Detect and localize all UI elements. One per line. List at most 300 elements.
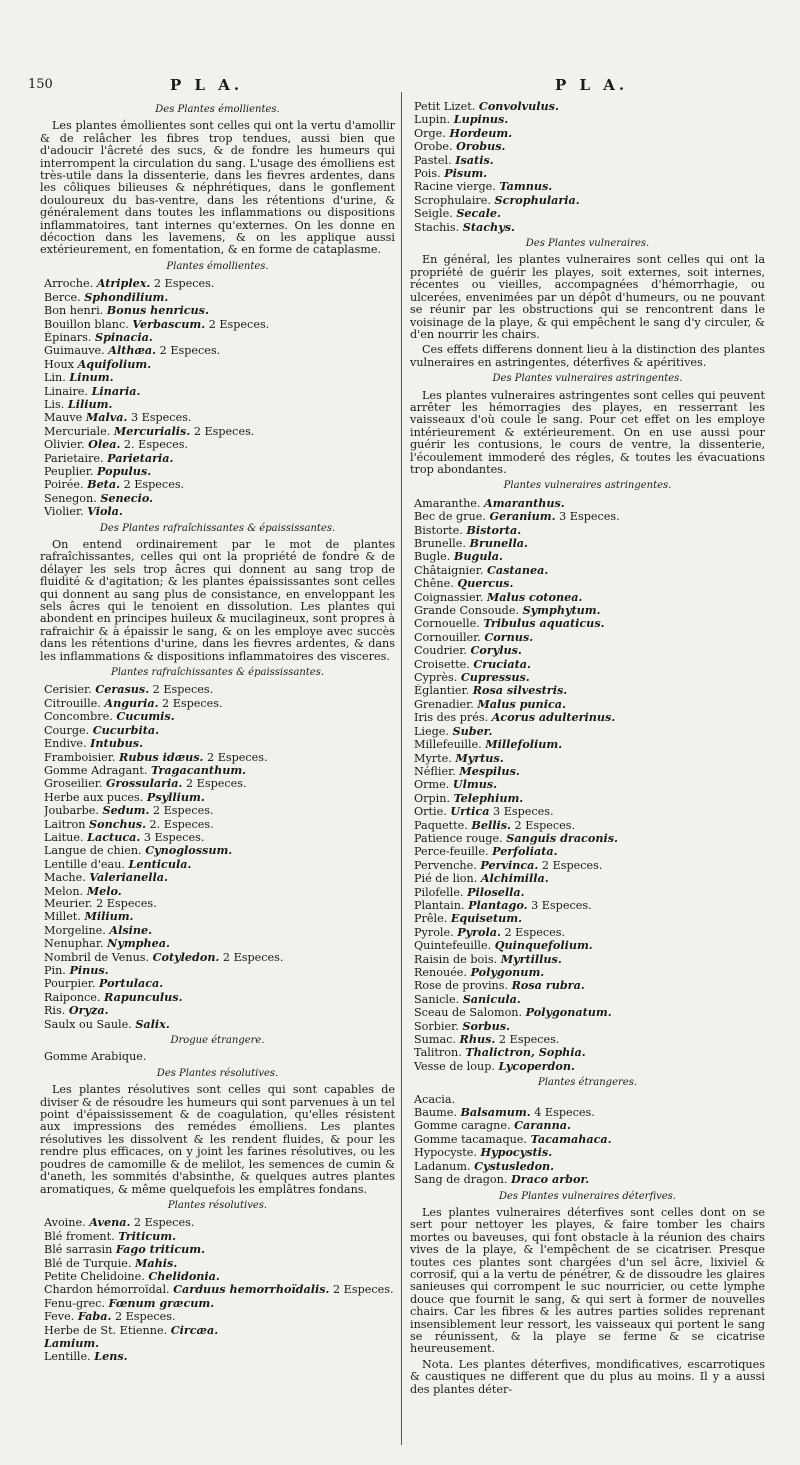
plant-entry — [414, 1173, 765, 1186]
plant-name: Violier. — [44, 505, 84, 519]
latin-name: Polygonum. — [470, 966, 545, 979]
latin-name: Salix. — [135, 1017, 170, 1031]
plant-name: Orge. — [414, 126, 446, 140]
latin-name: Aquifolium. — [77, 357, 152, 371]
plant-name: Meurier. — [44, 897, 93, 910]
section-title: Des Plantes vulneraires. — [525, 238, 650, 250]
plant-entry — [414, 966, 765, 979]
plant-name: Cerisier. — [44, 683, 92, 697]
latin-name: Grossularia. — [105, 777, 183, 791]
plant-name: Baume. — [414, 1106, 457, 1120]
latin-name: Myrtus. — [455, 751, 504, 765]
latin-name: Symphytum. — [522, 604, 601, 618]
plant-name: Herbe aux puces. — [44, 790, 144, 804]
plant-name: Églantier. — [414, 684, 470, 698]
plant-name: Poirée. — [44, 478, 84, 492]
species-count: 2 Especes. — [208, 317, 270, 331]
plant-entry — [414, 886, 765, 899]
plant-entry — [414, 819, 765, 832]
latin-name: Malus punica. — [477, 697, 566, 711]
latin-name: Bonus henricus. — [106, 304, 209, 318]
latin-name: Spinacia. — [95, 330, 153, 344]
plant-name: Lis. — [44, 397, 65, 411]
latin-name: Valerianella. — [89, 871, 168, 885]
section-title: Plantes étrangeres. — [537, 1077, 638, 1089]
latin-name: Beta. — [87, 478, 120, 492]
plant-list — [44, 1216, 395, 1363]
latin-name: Cotyledon. — [152, 950, 220, 964]
latin-name: Rosa rubra. — [511, 979, 585, 993]
plant-name: Ris. — [44, 1004, 66, 1018]
plant-name: Coudrier. — [414, 644, 467, 658]
section-title: Des Plantes vulneraires astringentes. — [492, 373, 683, 385]
plant-name: Orobe. — [414, 140, 453, 154]
plant-name: Framboisier. — [44, 750, 116, 764]
plant-entry — [44, 885, 395, 898]
plant-name: Joubarbe. — [44, 804, 99, 818]
plant-name: Laitue. — [44, 830, 84, 844]
plant-entry — [44, 505, 395, 518]
species-count: 2 Especes. — [159, 344, 221, 358]
species-count: 2. Especes. — [149, 817, 214, 831]
species-count: 3 Especes. — [493, 805, 554, 819]
plant-name: Blé froment. — [44, 1229, 115, 1243]
latin-name: Corylus. — [470, 644, 522, 658]
latin-name: Plantago. — [468, 898, 528, 912]
page-number: 150 — [28, 77, 53, 92]
latin-name: Sorbus. — [462, 1019, 510, 1033]
plant-entry — [44, 358, 395, 371]
plant-name: Myrte. — [414, 751, 452, 765]
plant-name: Bon henri. — [44, 304, 104, 318]
plant-name: Sceau de Salomon. — [414, 1006, 523, 1020]
plant-entry — [414, 725, 765, 738]
latin-name: Fœnum græcum. — [108, 1296, 215, 1310]
plant-name: Liege. — [414, 724, 449, 738]
species-count: 4 Especes. — [534, 1106, 595, 1120]
latin-name: Sphondilium. — [84, 290, 169, 304]
plant-name: Quintefeuille. — [414, 939, 492, 953]
plant-name: Stachis. — [414, 220, 460, 234]
latin-name: Malus cotonea. — [486, 590, 583, 604]
species-count: 2 Especes. — [114, 1310, 176, 1324]
plant-entry — [414, 765, 765, 778]
left-column — [40, 100, 395, 1366]
plant-name: Scrophulaire. — [414, 193, 491, 207]
latin-name: Pilosella. — [467, 885, 525, 899]
latin-name: Viola. — [87, 505, 123, 519]
latin-name: Cruciata. — [473, 657, 531, 671]
latin-name: Balsamum. — [460, 1106, 531, 1120]
plant-name: Mauve — [44, 411, 83, 425]
plant-name: Chêne. — [414, 577, 454, 591]
latin-name: Pyrola. — [457, 925, 501, 939]
plant-name: Pois. — [414, 167, 441, 181]
plant-name: Lentille d'eau. — [44, 857, 125, 871]
species-count: 2 Especes. — [222, 950, 284, 964]
section-title: Plantes rafraîchissantes & épaississantes. — [110, 667, 325, 679]
latin-name: Stachys. — [462, 220, 515, 234]
plant-entry — [414, 926, 765, 939]
plant-name: Avoine. — [44, 1216, 86, 1230]
latin-name: Scrophularia. — [494, 193, 580, 207]
plant-entry — [414, 207, 765, 220]
latin-name: Tragacanthum. — [150, 763, 247, 777]
plant-name: Concombre. — [44, 710, 113, 724]
latin-name: Linum. — [69, 371, 114, 385]
plant-name: Olivier. — [44, 438, 85, 452]
latin-name: Myrtillus. — [500, 952, 562, 966]
plant-entry — [44, 1324, 395, 1337]
plant-entry — [44, 344, 395, 357]
latin-name: Amaranthus. — [484, 496, 565, 510]
latin-name: Lilium. — [67, 397, 113, 411]
latin-name: Polygonatum. — [525, 1006, 612, 1020]
plant-entry — [44, 844, 395, 857]
plant-entry — [414, 577, 765, 590]
plant-entry — [414, 497, 765, 510]
latin-name: Convolvulus. — [478, 100, 559, 113]
plant-name: Raisin de bois. — [414, 952, 498, 966]
latin-name: Alchimilla. — [480, 872, 549, 886]
latin-name: Carduus hemorrhoïdalis. — [173, 1283, 330, 1297]
plant-entry — [44, 697, 395, 710]
plant-entry — [44, 492, 395, 505]
section-title: Des Plantes rafraîchissantes & épaississantes. — [99, 522, 336, 534]
plant-name: Lupin. — [414, 113, 451, 127]
section-title: Plantes résolutives. — [167, 1199, 268, 1211]
latin-name: Anguria. — [104, 696, 159, 710]
plant-entry — [44, 791, 395, 804]
latin-name: Cystusledon. — [474, 1159, 555, 1173]
plant-entry — [414, 194, 765, 207]
species-count: 3 Especes. — [559, 510, 620, 524]
latin-name: Bellis. — [471, 818, 511, 832]
latin-name: Lamium. — [44, 1336, 100, 1350]
plant-entry — [414, 872, 765, 885]
latin-name: Lens. — [94, 1350, 128, 1364]
plant-entry — [44, 898, 395, 910]
plant-entry — [44, 371, 395, 384]
latin-name: Pinus. — [69, 964, 109, 977]
plant-name: Pervenche. — [414, 858, 477, 872]
latin-name: Althæa. — [108, 344, 157, 358]
plant-name: Lin. — [44, 371, 66, 385]
latin-name: Mespilus. — [459, 764, 520, 778]
species-count: 2 Especes. — [152, 804, 214, 818]
plant-name: Patience rouge. — [414, 831, 503, 845]
section-text: Les plantes vulneraires astringentes sont celles qui peuvent arrêter les hémorragies des playes, en resserrant les vaisseaux d'où coule le sang. Pour cet effet on les employe intérieurement & extérieurement. On en use aussi pour guérir les contusions, le cours de ventre, la dissenterie, l'écoulement immoderé des régles, & toutes les évacuations trop abondantes. — [410, 388, 765, 476]
latin-name: Sanguis draconis. — [506, 831, 618, 845]
plant-name: Berce. — [44, 290, 81, 304]
plant-entry — [414, 805, 765, 818]
running-head-right: P L A. — [555, 76, 629, 94]
plant-entry — [44, 1216, 395, 1229]
latin-name: Tribulus aquaticus. — [483, 617, 605, 631]
plant-name: Morgeline. — [44, 923, 106, 937]
plant-entry — [44, 764, 395, 777]
section-text: Les plantes vulneraires déterfives sont celles dont on se sert pour nettoyer les playes, & faire tomber les chairs mortes ou baveuses, qui font obstacle à la réunion des chairs vives de la playe, & l'empêchent de se cicatriser. Presque toutes ces plantes sont chargées d'un sel âcre, lixiviel & corrosif, qui a la vertu de pénétrer, & de dissoudre les glaires sanieuses qui corrompent le suc nourricier, ou cette lymphe douce que fournit le sang, & qui sert à former de nouvelles chairs. Car les fibres & les autres parties solides reprenant insensiblement leur ressort, les vaisseaux qui portent le sang se réunissent, & la playe se ferme & se cicatrise heureusement. — [410, 1205, 765, 1356]
plant-name: Petite Chelidoine. — [44, 1269, 145, 1283]
plant-entry — [414, 684, 765, 697]
latin-name: Geranium. — [489, 510, 556, 524]
plant-name: Gomme Adragant. — [44, 763, 148, 777]
latin-name: Draco arbor. — [511, 1173, 590, 1187]
latin-name: Sonchus. — [89, 817, 146, 831]
plant-name: Brunelle. — [414, 537, 466, 550]
plant-entry — [414, 698, 765, 711]
plant-name: Pourpier. — [44, 977, 96, 991]
plant-entry — [414, 221, 765, 234]
latin-name: Bugula. — [453, 550, 503, 564]
plant-name: Pyrole. — [414, 925, 454, 939]
section-title: Des Plantes émollientes. — [155, 104, 280, 115]
plant-entry — [414, 752, 765, 765]
plant-name: Sanicle. — [414, 992, 460, 1006]
plant-name: Citrouille. — [44, 696, 101, 710]
plant-name: Bec de grue. — [414, 510, 486, 524]
plant-name: Houx — [44, 357, 75, 371]
plant-name: Courge. — [44, 723, 90, 737]
plant-name: Saulx ou Saule. — [44, 1017, 132, 1031]
latin-name: Oryza. — [68, 1004, 109, 1018]
latin-name: Sedum. — [102, 804, 150, 818]
plant-name: Fenu-grec. — [44, 1296, 105, 1310]
plant-entry — [44, 398, 395, 411]
latin-name: Pervinca. — [480, 858, 539, 872]
plant-entry — [44, 1337, 395, 1350]
section-text: En général, les plantes vulneraires sont celles qui ont la propriété de guérir les playes, soit externes, soit internes, récentes ou vieilles, accompagnées d'hémorrhagie, ou ulcerées, envenimées par un dépôt d'humeurs, ou ne pouvant se réunir par les obstructions qui se rencontrent dans le voisinage de la playe, & qui empêchent le sang d'y circuler, & d'en nourrir les chairs. — [410, 253, 765, 341]
species-count: 2 Especes. — [133, 1216, 195, 1230]
plant-entry — [44, 1257, 395, 1270]
plant-entry — [414, 180, 765, 193]
plant-entry — [44, 1243, 395, 1256]
latin-name: Rhus. — [459, 1033, 496, 1047]
plant-entry — [414, 953, 765, 966]
latin-name: Cerasus. — [95, 683, 150, 697]
plant-entry — [44, 724, 395, 737]
latin-name: Fago triticum. — [115, 1243, 206, 1257]
latin-name: Alsine. — [109, 923, 153, 937]
plant-list — [414, 1094, 765, 1187]
plant-name: Orpin. — [414, 791, 451, 805]
plant-name: Paquette. — [414, 818, 468, 832]
plant-name: Cornouelle. — [414, 617, 480, 631]
plant-entry — [414, 550, 765, 563]
latin-name: Hypocystis. — [480, 1146, 553, 1160]
plant-entry — [44, 291, 395, 304]
plant-name: Herbe de St. Etienne. — [44, 1323, 168, 1337]
plant-entry — [414, 127, 765, 140]
plant-name: Seigle. — [414, 207, 453, 221]
plant-entry — [44, 1018, 395, 1031]
plant-entry — [414, 140, 765, 153]
latin-name: Cucumis. — [116, 710, 175, 724]
plant-entry — [44, 710, 395, 723]
plant-entry — [44, 478, 395, 491]
plant-entry — [44, 991, 395, 1004]
plant-entry — [414, 510, 765, 523]
plant-name: Melon. — [44, 884, 84, 898]
plant-entry — [44, 277, 395, 290]
latin-name: Tamnus. — [499, 180, 553, 194]
species-count: 3 Especes. — [143, 830, 205, 844]
section-title: Des Plantes résolutives. — [156, 1067, 279, 1079]
latin-name: Hordeum. — [449, 126, 513, 140]
section-title: Des Plantes vulneraires déterfives. — [498, 1190, 676, 1202]
plant-entry — [44, 1004, 395, 1017]
plant-entry — [414, 591, 765, 604]
plant-entry — [44, 910, 395, 923]
plant-name: Sumac. — [414, 1033, 456, 1047]
latin-name: Faba. — [77, 1310, 112, 1324]
latin-name: Caranna. — [514, 1119, 571, 1133]
latin-name: Cupressus. — [460, 671, 530, 685]
latin-name: Nymphea. — [107, 937, 170, 951]
plant-name: Millefeuille. — [414, 738, 482, 752]
plant-entry — [44, 751, 395, 764]
running-head-left: P L A. — [170, 76, 244, 94]
species-count: 2 Especes. — [207, 750, 268, 764]
plant-name: Sorbier. — [414, 1019, 459, 1033]
plant-entry — [414, 738, 765, 751]
latin-name: Olea. — [88, 438, 121, 452]
species-count: 3 Especes. — [130, 411, 192, 425]
latin-name: Lycoperdon. — [498, 1059, 575, 1073]
plant-name: Talitron. — [414, 1046, 462, 1060]
plant-entry — [414, 845, 765, 858]
latin-name: Parietaria. — [107, 451, 174, 465]
section-text: Ces effets differens donnent lieu à la distinction des plantes vulneraires en astringentes, déterfives & apéritives. — [410, 343, 765, 369]
plant-name: Blé sarrasin — [44, 1243, 113, 1257]
species-count: 2 Especes. — [152, 683, 214, 697]
plant-entry — [44, 385, 395, 398]
latin-name: Isatis. — [455, 153, 494, 167]
latin-name: Perfoliata. — [492, 845, 558, 859]
plant-entry — [44, 452, 395, 465]
plant-entry — [414, 979, 765, 992]
plant-name: Prêle. — [414, 912, 448, 926]
plant-entry — [414, 604, 765, 617]
plant-entry — [44, 737, 395, 750]
plant-entry — [414, 1020, 765, 1033]
plant-name: Ladanum. — [414, 1159, 471, 1173]
latin-name: Intubus. — [90, 737, 143, 751]
latin-name: Lactuca. — [87, 830, 141, 844]
plant-list — [44, 1051, 395, 1063]
column-rule — [401, 92, 402, 1445]
section-text: Nota. Les plantes déterfives, mondificatives, escarrotiques & caustiques ne different que du plus au moins. Il y a aussi des plantes déter- — [410, 1357, 765, 1396]
plant-name: Chardon hémorroïdal. — [44, 1283, 170, 1297]
species-count: 2 Especes. — [193, 424, 255, 438]
section-title: Drogue étrangere. — [170, 1035, 265, 1047]
plant-entry — [414, 1006, 765, 1019]
plant-entry — [414, 832, 765, 845]
plant-entry — [44, 924, 395, 937]
plant-name: Bouillon blanc. — [44, 317, 129, 331]
plant-name: Amaranthe. — [414, 496, 481, 510]
plant-name: Gomme tacamaque. — [414, 1132, 527, 1146]
plant-entry — [414, 778, 765, 791]
latin-name: Cynoglossum. — [145, 844, 233, 858]
section-text: Les plantes émollientes sont celles qui ont la vertu d'amollir & de relâcher les fibres trop tendues, aussi bien que d'adoucir l'âcreté des sucs, & de fondre les humeurs qui interrompent la circulation du sang. L'usage des émolliens est très-utile dans la dissenterie, dans les fievres ardentes, dans les côliques bilieuses & néphrétiques, dans le gonflement douloureux du bas-ventre, dans les rétentions d'urine, & généralement dans toutes les inflammations ou dispositions inflammatoires, tant internes qu'externes. On les donne en décoction dans les lavemens, & on les applique aussi extérieurement, en fomentation, & en forme de cataplasme. — [40, 119, 395, 257]
plant-name: Mercuriale. — [44, 424, 111, 438]
plant-name: Croisette. — [414, 657, 470, 671]
latin-name: Brunella. — [469, 537, 528, 550]
species-count: 2 Especes. — [153, 277, 215, 291]
latin-name: Tacamahaca. — [530, 1132, 612, 1146]
plant-entry — [414, 100, 765, 113]
species-count: 2 Especes. — [162, 696, 223, 710]
plant-entry — [44, 1283, 395, 1296]
species-count: 2 Especes. — [498, 1033, 560, 1047]
plant-entry — [414, 711, 765, 724]
plant-name: Pastel. — [414, 153, 452, 167]
plant-name: Blé de Turquie. — [44, 1256, 132, 1270]
plant-entry — [44, 304, 395, 317]
latin-name: Portulaca. — [98, 977, 164, 991]
species-count: 2 Especes. — [333, 1283, 394, 1297]
right-column — [410, 100, 765, 1399]
plant-entry — [44, 465, 395, 478]
latin-name: Senecio. — [100, 491, 154, 505]
plant-list — [414, 497, 765, 1073]
latin-name: Acorus adulterinus. — [491, 711, 616, 725]
plant-name: Arroche. — [44, 277, 94, 291]
plant-entry — [44, 1350, 395, 1363]
species-count: 2 Especes. — [185, 777, 247, 791]
latin-name: Rosa silvestris. — [472, 684, 568, 698]
latin-name: Ulmus. — [452, 778, 498, 792]
plant-entry — [44, 818, 395, 831]
plant-name: Plantain. — [414, 898, 465, 912]
latin-name: Mahis. — [135, 1256, 178, 1270]
plant-entry — [414, 617, 765, 630]
plant-name: Mache. — [44, 871, 86, 885]
latin-name: Melo. — [86, 884, 122, 898]
plant-entry — [414, 1133, 765, 1146]
plant-name: Nenuphar. — [44, 937, 104, 951]
latin-name: Mercurialis. — [113, 424, 191, 438]
latin-name: Equisetum. — [450, 912, 523, 926]
plant-name: Petit Lizet. — [414, 100, 476, 113]
species-count: 3 Especes. — [531, 898, 592, 912]
plant-entry — [414, 537, 765, 550]
latin-name: Millefolium. — [485, 738, 563, 752]
plant-name: Sang de dragon. — [414, 1173, 508, 1187]
latin-name: Cucurbita. — [92, 723, 160, 737]
plant-name: Iris des prés. — [414, 711, 489, 725]
plant-entry — [44, 804, 395, 817]
latin-name: Triticum. — [118, 1229, 177, 1243]
species-count: 2 Especes. — [504, 925, 566, 939]
species-count: 2 Especes. — [541, 858, 603, 872]
section-text: Les plantes résolutives sont celles qui sont capables de diviser & de résoudre les humeurs qui sont parvenues à un tel point d'épaississement & de coagulation, qu'elles résistent aux impressions des remédes émolliens. Les plantes résolutives les dissolvent & les rendent fluides, & pour les rendre plus efficaces, on y joint les farines résolutives, ou les poudres de camomille & de melilot, les semences de cumin & d'aneth, les sommités d'absinthe, & quelques autres plantes aromatiques, & même quelquefois les emplâtres fondans. — [40, 1083, 395, 1196]
plant-name: Raiponce. — [44, 990, 101, 1004]
section-text: On entend ordinairement par le mot de plantes rafraîchissantes, celles qui ont la propriété de fondre & de délayer les sels trop âcres qui donnent au sang trop de fluidité & d'agitation; & les plantes épaississantes sont celles qui donnent au sang plus de consistance, en enveloppant les sels âcres qui le tenoient en dissolution. Les plantes qui abondent en principes huileux & mucilagineux, sont propres à rafraichir & à épaissir le sang, & on les employe avec succès dans les rétentions d'urine, dans les fievres ardentes, & dans les inflammations & dispositions inflammatoires des visceres. — [40, 538, 395, 663]
plant-name: Pié de lion. — [414, 872, 478, 886]
species-count: 2. Especes. — [123, 438, 189, 452]
plant-name: Endive. — [44, 737, 87, 751]
latin-name: Bistorta. — [466, 523, 522, 537]
plant-entry — [414, 939, 765, 952]
plant-name: Perce-feuille. — [414, 845, 489, 859]
plant-name: Coignassier. — [414, 590, 484, 604]
plant-name: Pilofelle. — [414, 885, 464, 899]
plant-entry — [44, 1051, 395, 1063]
plant-entry — [414, 1119, 765, 1132]
plant-name: Linaire. — [44, 384, 88, 398]
